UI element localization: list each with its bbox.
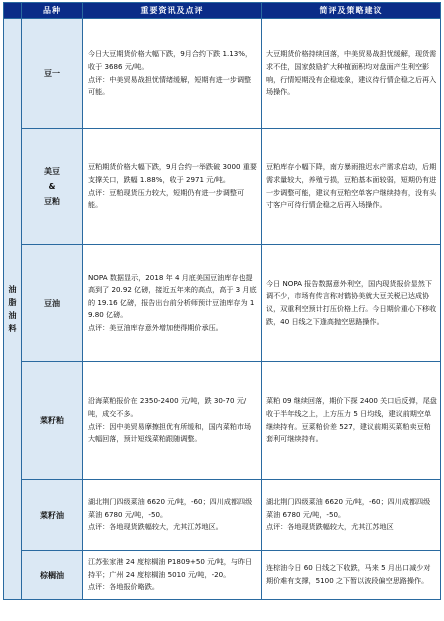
- strategy-cell: 豆粕库存小幅下降，南方暴雨推迟水产需求启动，后期需求量较大，养殖亏损，豆粕基本面较弱，短期仍有进一步调整可能，建议有豆粕空单客户继续持有，没有头寸客户可待行情企稳之后再入场操作。: [262, 129, 441, 245]
- category-char: 料: [8, 324, 17, 333]
- table-row: [4, 551, 441, 600]
- table-row: [4, 480, 441, 551]
- table-header-row: [4, 3, 441, 19]
- variety-cell: 豆一: [22, 19, 83, 129]
- category-char: 脂: [8, 298, 17, 307]
- table-row: [4, 362, 441, 480]
- table-row: [4, 245, 441, 362]
- category-cell: [4, 19, 22, 600]
- news-cell: 豆粕期货价格大幅下跌，9月合约一举跌破 3000 重要支撑关口，跌幅 1.88%，收于 2971 元/吨。 点评：豆粕现货压力较大，短期仍有进一步调整可能。: [83, 129, 262, 245]
- table-row: [4, 129, 441, 245]
- header-strategy: 简评及策略建议: [262, 3, 441, 19]
- strategy-cell: 连棕油今日 60 日线之下收跌，马来 5 月出口减少对期价难有支撑，5100 之下暂以波段偏空思路操作。: [262, 551, 441, 600]
- header-variety: 品种: [22, 3, 83, 19]
- variety-part: &: [48, 182, 56, 191]
- header-corner: [4, 3, 22, 19]
- strategy-cell: 菜粕 09 继续回落，期价下探 2400 关口后反弹，尾盘收于半年线之上，上方压力 5 日均线，建议前期空单继续持有。豆菜粕价差 527，建议前期买菜粕卖豆粕套利可继续持有。: [262, 362, 441, 480]
- variety-cell: 棕榈油: [22, 551, 83, 600]
- variety-part: 美豆: [44, 167, 60, 176]
- category-label: [4, 283, 21, 335]
- news-cell: NOPA 数据显示，2018 年 4 月底美国豆油库存也提高到了 20.92 亿磅，接近五年来的高点，高于 3 月底的 19.16 亿磅，报告出台前分析师预计豆油库存为 19.80 亿磅。 点评：美豆油库存意外增加使得期价承压。: [83, 245, 262, 362]
- header-news: 重要资讯及点评: [83, 3, 262, 19]
- table-row: [4, 19, 441, 129]
- market-table: [3, 2, 441, 600]
- strategy-cell: 今日 NOPA 报告数据意外利空，国内现货报价显然下调不少，市场有传言称对鹤协美就大豆关税已达成协议，双重利空预计打压价格上行。今日期价重心下移收跌，40 日线之下逢高抛空思路操作。: [262, 245, 441, 362]
- category-char: 油: [8, 285, 17, 294]
- variety-part: 豆粕: [44, 197, 60, 206]
- news-cell: 湖北荆门四级菜油 6620 元/吨，-60；四川成都四级菜油 6780 元/吨，-50。 点评：各地现货跌幅较大，尤其江苏地区。: [83, 480, 262, 551]
- variety-cell: 豆油: [22, 245, 83, 362]
- news-cell: 沿海菜粕报价在 2350-2400 元/吨，跌 30-70 元/吨，成交不多。 点评：因中美贸易摩擦担优有所缓和，国内菜粕市场大幅回落，预计短线菜粕跟随调整。: [83, 362, 262, 480]
- category-char: 油: [8, 311, 17, 320]
- news-cell: 江苏张家港 24 度棕榈油 P1809+50 元/吨，与昨日持平；广州 24 度棕榈油 5010 元/吨，-20。 点评：各地报价略跌。: [83, 551, 262, 600]
- strategy-cell: 湖北荆门四级菜油 6620 元/吨，-60；四川成都四级菜油 6780 元/吨，-50。 点评：各地现货跌幅较大，尤其江苏地区: [262, 480, 441, 551]
- strategy-cell: 大豆期货价格持续回落，中美贸易战担忧缓解，现货需求不佳，国家鼓励扩大种植面积均对盘面产生利空影响，行情短期没有企稳迹象，建议待行情企稳之后再入场操作。: [262, 19, 441, 129]
- variety-cell: 菜籽油: [22, 480, 83, 551]
- variety-label: [22, 164, 82, 209]
- news-cell: 今日大豆期货价格大幅下跌，9月合约下跌 1.13%，收于 3686 元/吨。 点评：中美贸易战担忧情绪缓解，短期有进一步调整可能。: [83, 19, 262, 129]
- variety-cell: 菜籽粕: [22, 362, 83, 480]
- variety-cell: [22, 129, 83, 245]
